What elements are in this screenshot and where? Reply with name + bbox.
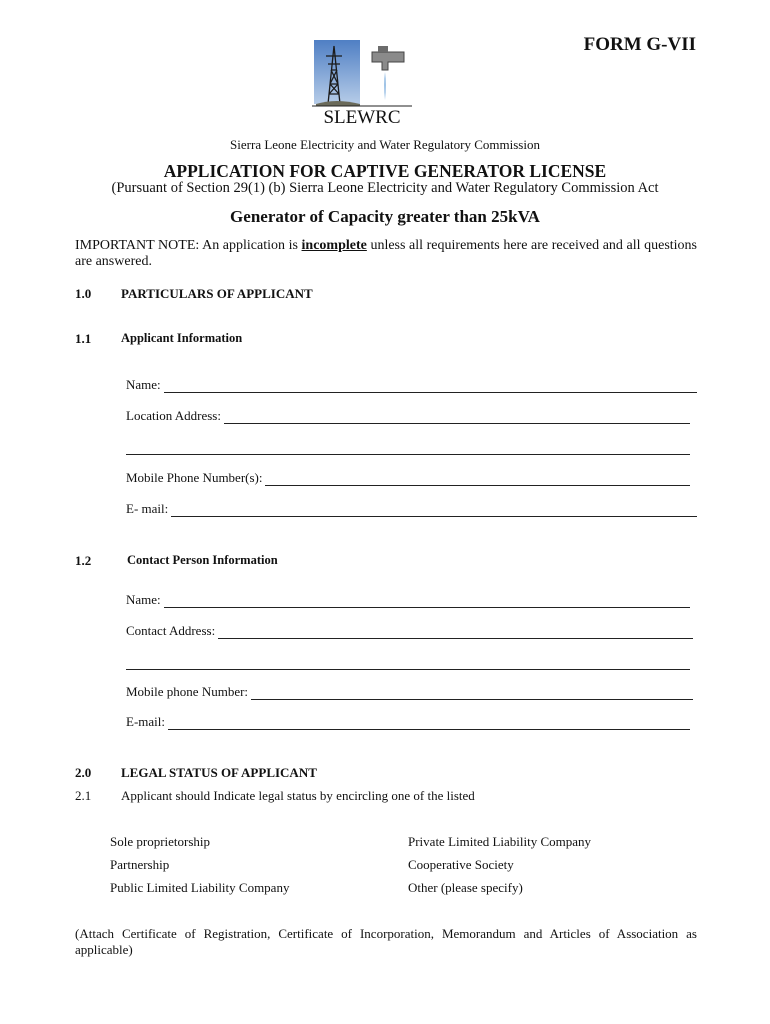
important-note: [75, 238, 697, 270]
contact-email-label: E-mail:: [126, 714, 165, 729]
option-public-limited-liability-company[interactable]: Public Limited Liability Company: [110, 880, 290, 895]
subsection-1-2-title: Contact Person Information: [127, 553, 278, 567]
subsection-1-1-number: 1.1: [75, 331, 92, 346]
legal-status-instruction: Applicant should Indicate legal status by encircling one of the listed: [121, 788, 475, 803]
section-2-title: LEGAL STATUS OF APPLICANT: [121, 765, 317, 780]
contact-email-field[interactable]: [126, 714, 690, 730]
attachment-note: (Attach Certificate of Registration, Certificate of Incorporation, Memorandum and Articles of Association as applicable): [75, 926, 697, 957]
contact-mobile-line[interactable]: [251, 688, 693, 700]
slewrc-logo: [312, 40, 412, 128]
contact-name-line[interactable]: [164, 596, 690, 608]
contact-address-label: Contact Address:: [126, 623, 216, 638]
contact-address-line[interactable]: [218, 627, 693, 639]
applicant-email-field[interactable]: [126, 501, 697, 517]
contact-name-label: Name:: [126, 592, 161, 607]
form-id: FORM G-VII: [583, 34, 696, 55]
contact-address-continuation[interactable]: [126, 654, 690, 670]
option-private-limited-liability-company[interactable]: Private Limited Liability Company: [408, 834, 592, 849]
note-prefix: IMPORTANT NOTE: An application is: [75, 238, 302, 253]
applicant-mobile-label: Mobile Phone Number(s):: [126, 470, 263, 485]
form-title: APPLICATION FOR CAPTIVE GENERATOR LICENSE: [163, 161, 607, 181]
subsection-2-1-number: 2.1: [75, 788, 92, 803]
applicant-name-field[interactable]: [126, 377, 697, 393]
applicant-location-continuation[interactable]: [126, 439, 690, 455]
applicant-location-field[interactable]: [126, 408, 690, 424]
option-cooperative-society[interactable]: Cooperative Society: [408, 857, 514, 872]
section-1-number: 1.0: [75, 286, 92, 301]
commission-name: Sierra Leone Electricity and Water Regulatory Commission: [230, 137, 540, 152]
contact-address-field[interactable]: [126, 623, 693, 639]
subsection-1-1-title: Applicant Information: [121, 331, 243, 345]
section-2-number: 2.0: [75, 765, 92, 780]
contact-name-field[interactable]: [126, 592, 690, 608]
applicant-name-line[interactable]: [164, 381, 697, 393]
contact-address-line-2[interactable]: [126, 658, 690, 670]
contact-mobile-field[interactable]: [126, 684, 693, 700]
applicant-mobile-line[interactable]: [265, 474, 690, 486]
applicant-mobile-field[interactable]: [126, 470, 690, 486]
option-sole-proprietorship[interactable]: Sole proprietorship: [110, 834, 211, 849]
subsection-1-2-number: 1.2: [75, 553, 92, 568]
note-suffix: unless all requirements here are received and all questions are answered.: [75, 238, 697, 269]
contact-mobile-label: Mobile phone Number:: [126, 684, 249, 699]
capacity-heading: Generator of Capacity greater than 25kVA: [230, 207, 540, 226]
option-partnership[interactable]: Partnership: [110, 857, 170, 872]
option-other[interactable]: Other (please specify): [408, 880, 523, 895]
applicant-name-label: Name:: [126, 377, 161, 392]
applicant-location-line-2[interactable]: [126, 443, 690, 455]
pylon-and-water-tap-logo-icon: [312, 40, 412, 128]
note-emphasis: incomplete: [301, 238, 367, 253]
applicant-location-line[interactable]: [224, 412, 690, 424]
section-1-title: PARTICULARS OF APPLICANT: [121, 286, 313, 301]
applicant-email-label: E- mail:: [126, 501, 169, 516]
applicant-email-line[interactable]: [171, 505, 697, 517]
contact-email-line[interactable]: [168, 718, 690, 730]
pursuant-line: (Pursuant of Section 29(1) (b) Sierra Leone Electricity and Water Regulatory Commission Act: [111, 180, 659, 196]
applicant-location-label: Location Address:: [126, 408, 221, 423]
logo-text: SLEWRC: [323, 107, 401, 128]
